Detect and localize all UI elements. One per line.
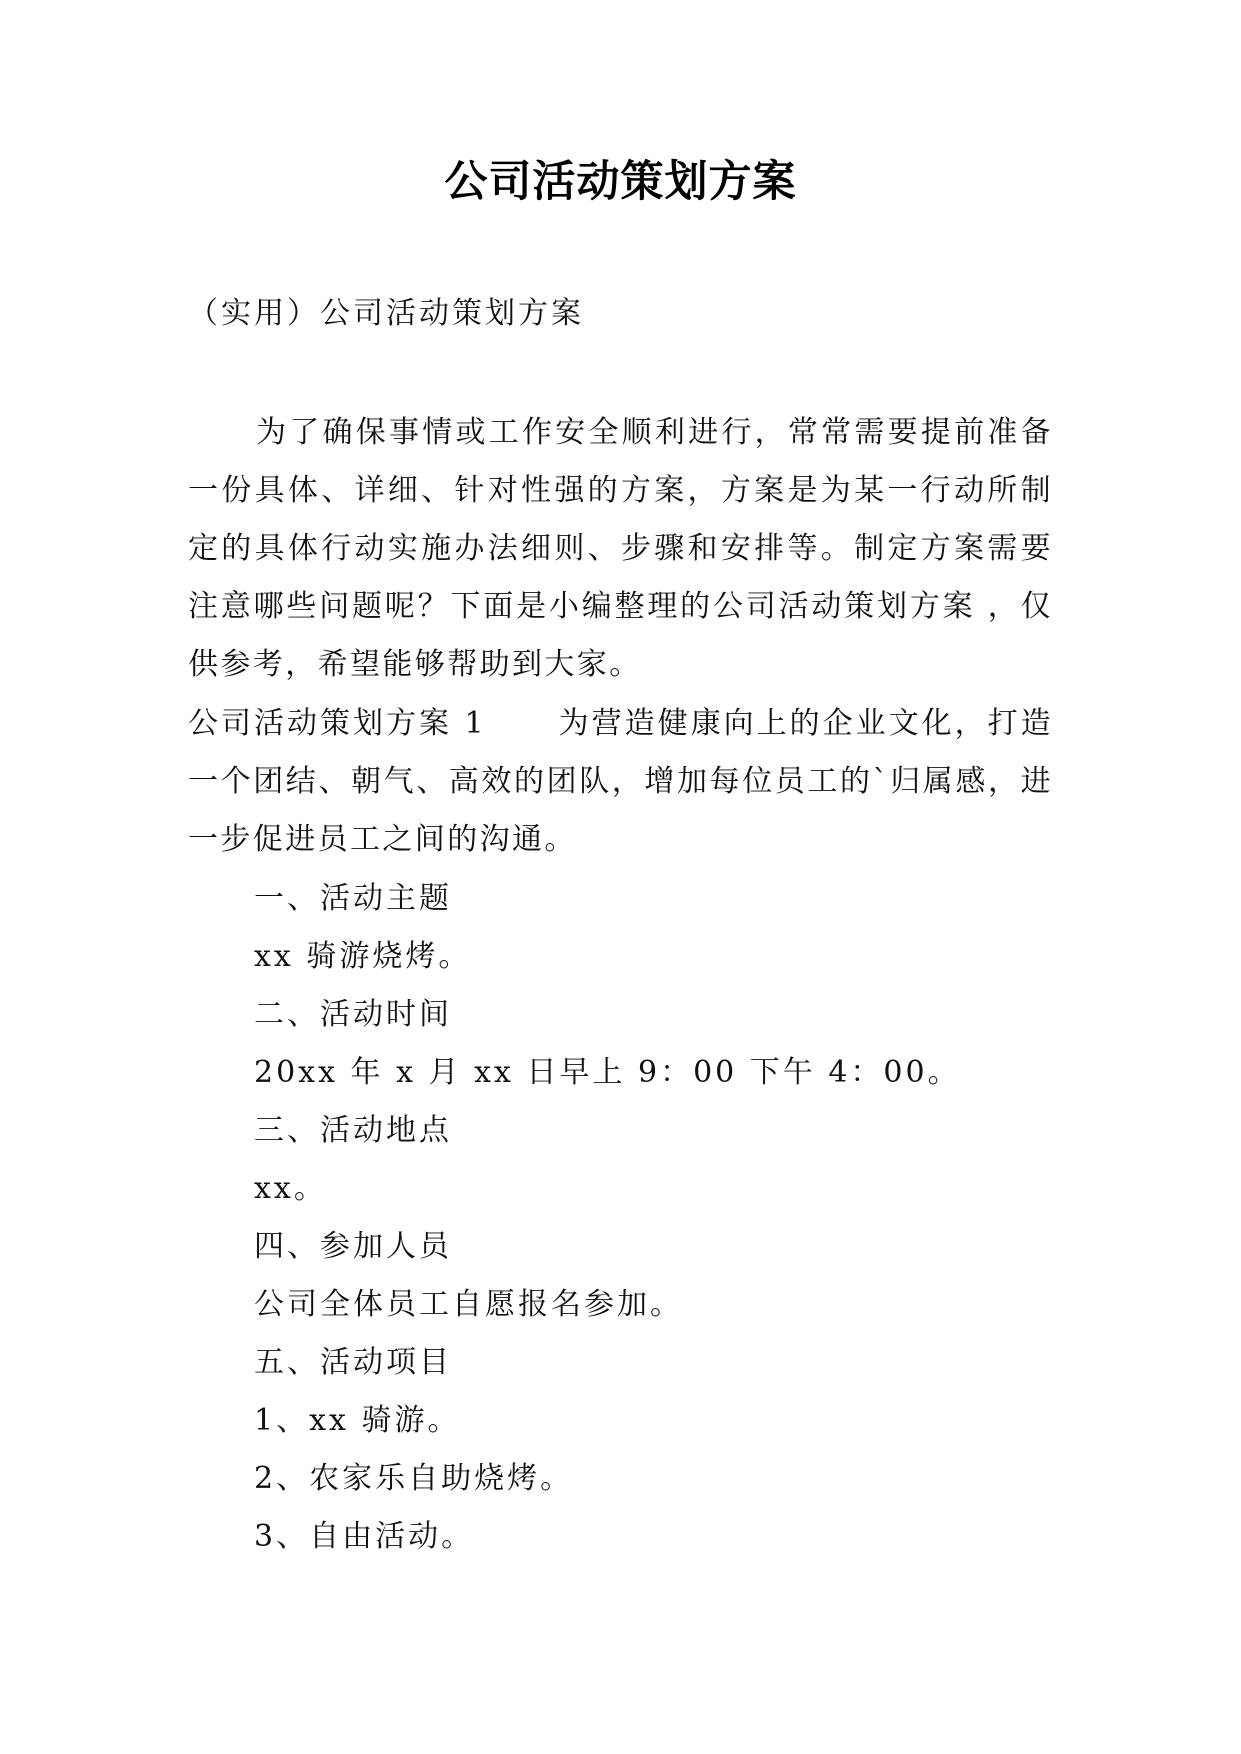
list-item: 一、活动主题 (254, 881, 452, 916)
intro-paragraph (188, 404, 1053, 694)
document-subtitle: （实用）公司活动策划方案 (188, 296, 584, 331)
list-item: xx 骑游烧烤。 (254, 939, 472, 974)
plan-items-list (254, 870, 961, 1566)
intro-text: 为了确保事情或工作安全顺利进行，常常需要提前准备一份具体、详细、针对性强的方案，方案是为某一行动所制定的具体行动实施办法细则、步骤和安排等。制定方案需要注意哪些问题呢？下面是小编整理的公司活动策划方案 ，仅供参考，希望能够帮助到大家。 (188, 415, 1053, 682)
list-item: 3、自由活动。 (254, 1519, 475, 1554)
plan1-paragraph (188, 695, 1053, 869)
list-item: xx。 (254, 1171, 327, 1206)
document-title: 公司活动策划方案 (444, 157, 797, 207)
list-item: 五、活动项目 (254, 1345, 452, 1380)
list-item: 2、农家乐自助烧烤。 (254, 1461, 574, 1496)
plan1-text: 为营造健康向上的企业文化，打造一个团结、朝气、高效的团队，增加每位员工的`归属感，进一步促进员工之间的沟通。 (188, 706, 1053, 857)
list-item: 二、活动时间 (254, 997, 452, 1032)
list-item: 1、xx 骑游。 (254, 1403, 461, 1438)
list-item: 20xx 年 x 月 xx 日早上 9：00 下午 4：00。 (254, 1055, 961, 1090)
list-item: 三、活动地点 (254, 1113, 452, 1148)
plan1-text-block (188, 695, 1053, 869)
list-item: 四、参加人员 (254, 1229, 452, 1264)
plan1-heading: 公司活动策划方案 1 (188, 706, 487, 741)
list-item: 公司全体员工自愿报名参加。 (254, 1287, 683, 1322)
